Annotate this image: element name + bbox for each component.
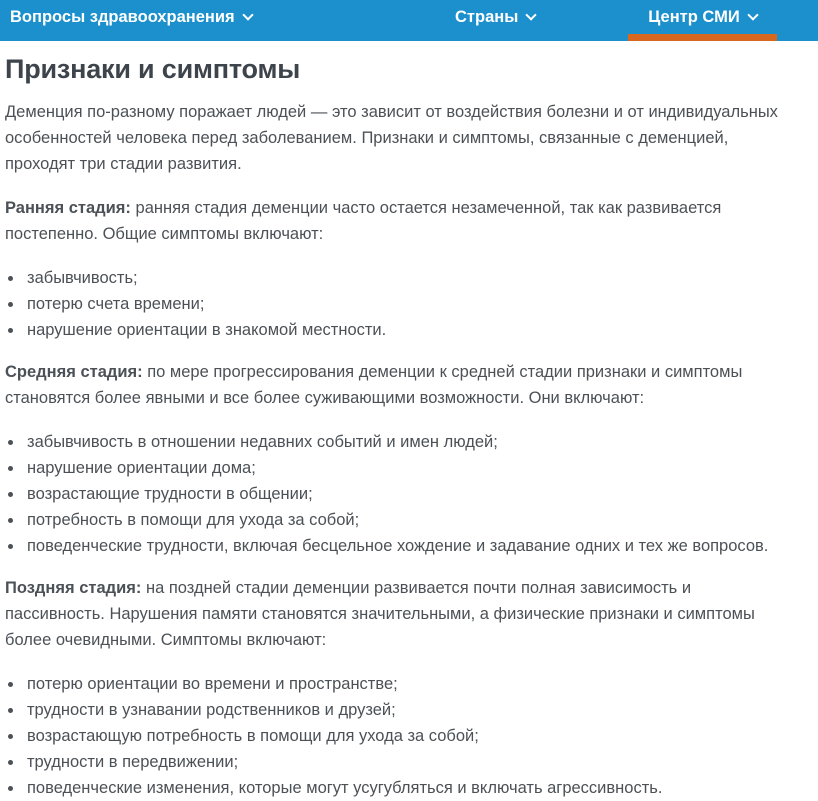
list-item: • возрастающую потребность в помощи для ухода за собой;	[24, 723, 790, 749]
bullet-list-early-stage	[5, 265, 790, 343]
stage-label: Поздняя стадия:	[5, 579, 142, 597]
article-content	[0, 54, 818, 801]
list-item: • забывчивость в отношении недавних событий и имен людей;	[24, 429, 790, 455]
chevron-down-icon	[242, 9, 253, 20]
list-item: • забывчивость;	[24, 265, 790, 291]
bullet-list-middle-stage	[5, 429, 790, 559]
stage-label: Ранняя стадия:	[5, 199, 131, 217]
stage-text: ранняя стадия деменции часто остается незамеченной, так как развивается постепенно. Общие симптомы включают:	[5, 199, 722, 243]
nav-item-label: Страны	[455, 7, 519, 26]
chevron-down-icon	[526, 9, 537, 20]
stage-text: на поздней стадии деменции развивается почти полная зависимость и пассивность. Нарушения памяти становятся значительными, а физические признаки и симптомы более очевидными. Симптомы включают:	[5, 579, 755, 649]
list-item: • трудности в передвижении;	[24, 749, 790, 775]
list-item: • потерю счета времени;	[24, 291, 790, 317]
stage-text: по мере прогрессирования деменции к средней стадии признаки и симптомы становятся более явными и все более суживающими возможности. Они включают:	[5, 363, 743, 407]
chevron-down-icon	[747, 9, 758, 20]
bullet-list-late-stage	[5, 671, 790, 801]
intro-paragraph: Деменция по-разному поражает людей — это зависит от воздействия болезни и от индивидуальных особенностей человека перед заболеванием. Признаки и симптомы, связанные с деменцией, проходят три стадии развития.	[5, 103, 778, 173]
list-item: • поведенческие изменения, которые могут усугубляться и включать агрессивность.	[24, 775, 790, 801]
nav-item-countries[interactable]	[455, 0, 535, 41]
list-item: • возрастающие трудности в общении;	[24, 481, 790, 507]
nav-item-label: Вопросы здравоохранения	[10, 7, 235, 26]
stage-label: Средняя стадия:	[5, 363, 143, 381]
list-item: • трудности в узнавании родственников и друзей;	[24, 697, 790, 723]
section-paragraph-late-stage	[5, 575, 790, 653]
nav-item-media-centre[interactable]	[628, 0, 777, 41]
list-item: • нарушение ориентации дома;	[24, 455, 790, 481]
list-item: • потерю ориентации во времени и пространстве;	[24, 671, 790, 697]
section-paragraph-middle-stage	[5, 359, 790, 411]
list-item: • поведенческие трудности, включая бесцельное хождение и задавание одних и тех же вопросов.	[24, 533, 790, 559]
top-nav	[0, 0, 818, 41]
nav-item-health-topics[interactable]	[10, 0, 252, 41]
nav-item-label: Центр СМИ	[648, 7, 740, 26]
section-paragraph-early-stage	[5, 195, 790, 247]
list-item: • потребность в помощи для ухода за собой;	[24, 507, 790, 533]
page-title: Признаки и симптомы	[5, 54, 301, 84]
list-item: • нарушение ориентации в знакомой местности.	[24, 317, 790, 343]
